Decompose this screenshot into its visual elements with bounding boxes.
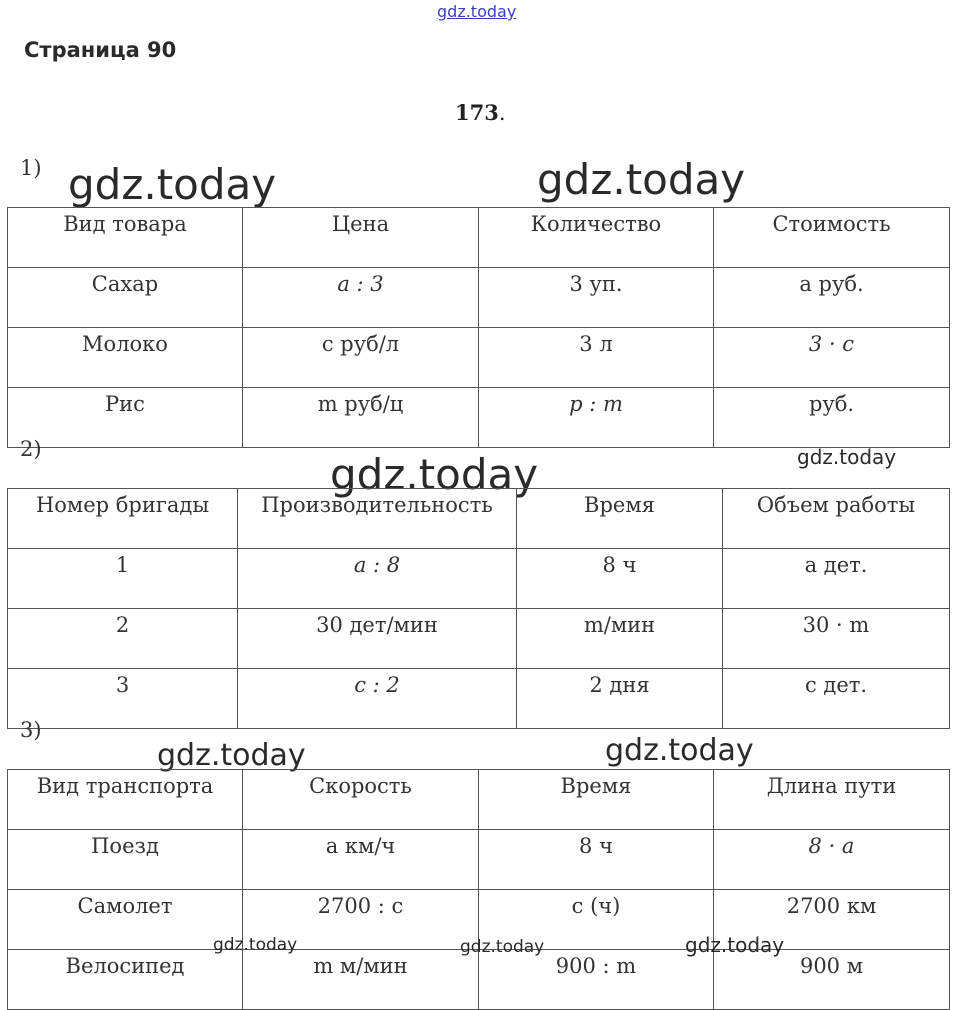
table-cell: Сахар (8, 268, 243, 328)
table-row (8, 669, 950, 729)
watermark-2a: gdz.today (330, 450, 539, 499)
table-cell: 2 (8, 609, 238, 669)
table-cell: c руб/л (243, 328, 479, 388)
table-1-header-row (8, 208, 950, 268)
table-3-header-transport: Вид транспорта (8, 770, 243, 830)
watermark-3c: gdz.today (213, 935, 298, 955)
table-cell: руб. (714, 388, 950, 448)
table-cell: Велосипед (8, 950, 243, 1010)
part-label-1: 1) (20, 156, 42, 180)
watermark-3b: gdz.today (605, 733, 754, 768)
table-cell: Рис (8, 388, 243, 448)
table-2-header-time: Время (517, 489, 723, 549)
table-cell: 3 уп. (479, 268, 714, 328)
table-1-header-cost: Стоимость (714, 208, 950, 268)
table-cell: Поезд (8, 830, 243, 890)
table-cell: 2700 : c (243, 890, 479, 950)
watermark-3d: gdz.today (460, 937, 545, 957)
table-3-header-distance: Длина пути (714, 770, 950, 830)
watermark-top[interactable]: gdz.today (437, 2, 517, 21)
table-row (8, 268, 950, 328)
watermark-1b: gdz.today (537, 155, 746, 204)
table-cell: a руб. (714, 268, 950, 328)
table-row (8, 950, 950, 1010)
table-row (8, 609, 950, 669)
page-title: Страница 90 (24, 38, 177, 62)
table-3-header-speed: Скорость (243, 770, 479, 830)
table-cell: 8 · a (714, 830, 950, 890)
table-2-header-productivity: Производительность (238, 489, 517, 549)
table-2-header-brigade: Номер бригады (8, 489, 238, 549)
table-cell: c дет. (723, 669, 950, 729)
table-cell: p : m (479, 388, 714, 448)
table-cell: 2700 км (714, 890, 950, 950)
table-cell: 1 (8, 549, 238, 609)
table-row (8, 328, 950, 388)
watermark-1a: gdz.today (68, 160, 277, 209)
table-cell: a дет. (723, 549, 950, 609)
task-number (455, 100, 506, 125)
table-cell: a : 3 (243, 268, 479, 328)
table-cell: Самолет (8, 890, 243, 950)
table-2 (7, 488, 950, 729)
table-cell: m руб/ц (243, 388, 479, 448)
table-row (8, 388, 950, 448)
table-3-header-row (8, 770, 950, 830)
task-number-value: 173 (455, 100, 499, 125)
watermark-3a: gdz.today (157, 738, 306, 773)
watermark-2b: gdz.today (797, 445, 897, 469)
table-3 (7, 769, 950, 1010)
table-cell: 8 ч (517, 549, 723, 609)
table-cell: 900 м (714, 950, 950, 1010)
table-2-header-volume: Объем работы (723, 489, 950, 549)
table-cell: 3 (8, 669, 238, 729)
table-cell: a км/ч (243, 830, 479, 890)
table-cell: a : 8 (238, 549, 517, 609)
task-number-dot: . (498, 101, 506, 125)
table-cell: c : 2 (238, 669, 517, 729)
table-cell: 2 дня (517, 669, 723, 729)
table-cell: 8 ч (479, 830, 714, 890)
table-1-header-product: Вид товара (8, 208, 243, 268)
table-2-header-row (8, 489, 950, 549)
table-1-header-quantity: Количество (479, 208, 714, 268)
table-row (8, 549, 950, 609)
watermark-3e: gdz.today (685, 933, 785, 957)
table-1 (7, 207, 950, 448)
table-cell: m м/мин (243, 950, 479, 1010)
table-cell: m/мин (517, 609, 723, 669)
table-cell: 900 : m (479, 950, 714, 1010)
table-1-header-price: Цена (243, 208, 479, 268)
table-3-header-time: Время (479, 770, 714, 830)
table-cell: 3 л (479, 328, 714, 388)
table-cell: 3 · c (714, 328, 950, 388)
table-cell: 30 · m (723, 609, 950, 669)
table-cell: Молоко (8, 328, 243, 388)
table-cell: c (ч) (479, 890, 714, 950)
part-label-3: 3) (20, 718, 42, 742)
table-row (8, 830, 950, 890)
part-label-2: 2) (20, 437, 42, 461)
table-cell: 30 дет/мин (238, 609, 517, 669)
